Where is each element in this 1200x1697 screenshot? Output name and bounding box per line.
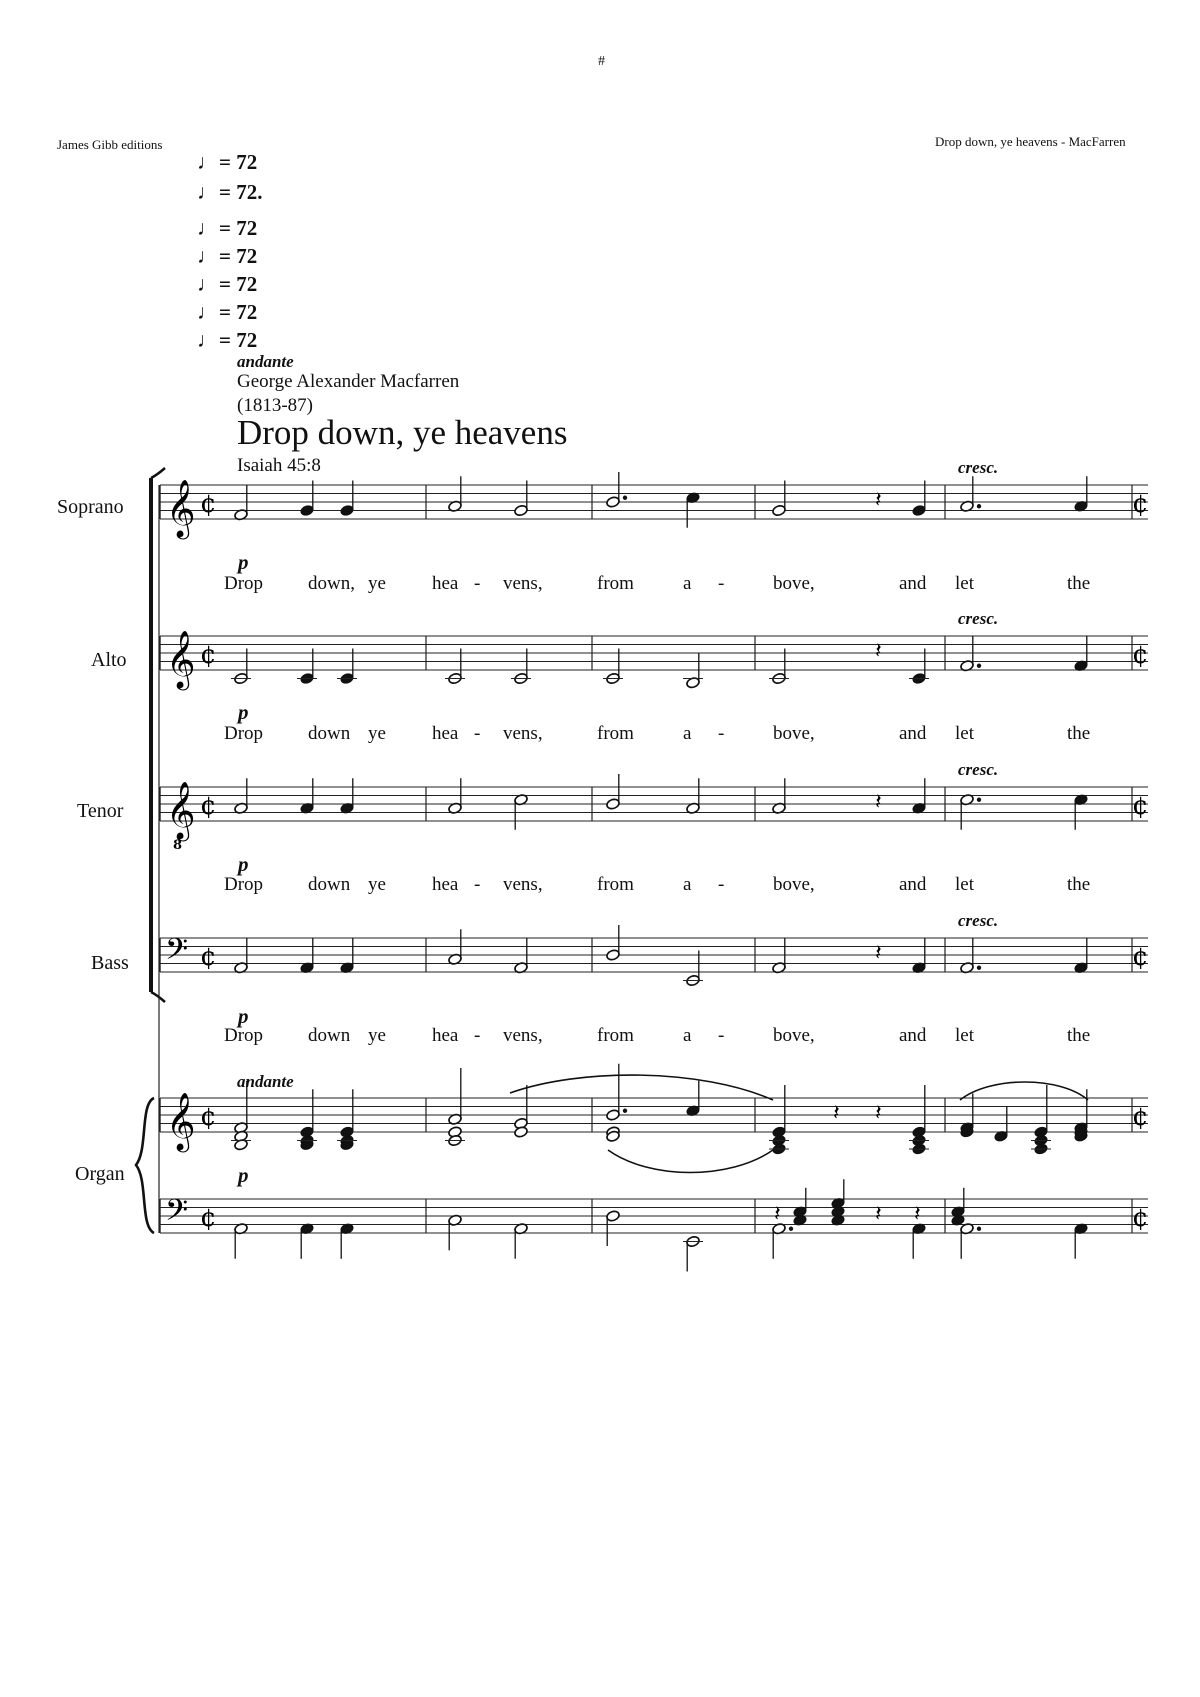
lyric-hyphen: -	[718, 874, 725, 895]
note-dot	[789, 1227, 793, 1231]
quarter-rest-icon: 𝄽	[875, 1202, 882, 1227]
cut-time-icon: ¢	[200, 489, 217, 519]
lyric-syllable: a	[683, 874, 692, 895]
tempo-mark: ♩= 72	[197, 300, 258, 324]
lyric-syllable: bove,	[773, 1025, 815, 1046]
lyric-syllable: and	[899, 874, 927, 895]
cut-time-icon: ¢	[200, 640, 217, 670]
dynamic-alto: p	[238, 700, 249, 724]
lyric-syllable: bove,	[773, 573, 815, 594]
lyric-syllable: from	[597, 573, 634, 594]
part-name-alto: Alto	[91, 649, 127, 671]
lyric-hyphen: -	[474, 573, 481, 594]
half-note	[772, 504, 787, 517]
slur	[960, 1082, 1088, 1100]
lyric-syllable: hea	[432, 573, 459, 594]
lyric-syllable: down,	[308, 573, 355, 594]
organ-brace	[136, 1098, 154, 1233]
lyric-syllable: down	[308, 874, 351, 895]
lyric-syllable: down	[308, 723, 351, 744]
cresc-marking-alto: cresc.	[958, 609, 999, 628]
lyric-syllable: and	[899, 573, 927, 594]
lyric-syllable: a	[683, 573, 692, 594]
organ-tempo-word: andante	[237, 1072, 294, 1091]
part-name-soprano: Soprano	[57, 496, 124, 518]
lyric-syllable: bove,	[773, 723, 815, 744]
quarter-note-icon: ♩	[197, 216, 218, 240]
half-note	[514, 504, 529, 517]
lyric-syllable: Drop	[224, 874, 264, 895]
quarter-rest-icon: 𝄽	[875, 1101, 882, 1126]
treble-clef-icon: 𝄞	[166, 630, 196, 688]
lyric-syllable: and	[899, 723, 927, 744]
note-dot	[977, 798, 981, 802]
note-dot	[977, 664, 981, 668]
lyric-syllable: ye	[368, 573, 386, 594]
lyric-syllable: hea	[432, 723, 459, 744]
lyric-syllable: vens,	[503, 1025, 543, 1046]
dynamic-tenor: p	[238, 852, 249, 876]
cut-time-icon: ¢	[200, 942, 217, 972]
header-left: James Gibb editions	[57, 137, 163, 152]
lyric-syllable: the	[1067, 1025, 1091, 1046]
lyric-hyphen: -	[718, 573, 725, 594]
header-right: Drop down, ye heavens - MacFarren	[935, 134, 1126, 149]
lyric-syllable: let	[955, 723, 974, 744]
lyric-syllable: Drop	[224, 573, 264, 594]
lyric-syllable: the	[1067, 874, 1091, 895]
quarter-note-icon: ♩	[197, 300, 218, 324]
octave-mark: 8	[173, 838, 183, 853]
lyric-hyphen: -	[718, 723, 725, 744]
lyric-syllable: and	[899, 1025, 927, 1046]
quarter-rest-icon: 𝄽	[875, 639, 882, 664]
lyric-syllable: down	[308, 1025, 351, 1046]
lyric-hyphen: -	[718, 1025, 725, 1046]
part-name-organ: Organ	[75, 1163, 125, 1185]
lyric-syllable: Drop	[224, 723, 264, 744]
half-note	[606, 1109, 621, 1122]
treble-clef-icon: 𝄞	[166, 479, 196, 537]
lyric-syllable: bove,	[773, 874, 815, 895]
lyric-syllable: a	[683, 723, 692, 744]
cut-time-icon: ¢	[1132, 489, 1149, 519]
quarter-rest-icon: 𝄽	[875, 941, 882, 966]
lyric-syllable: ye	[368, 723, 386, 744]
note-dot	[977, 966, 981, 970]
lyric-syllable: from	[597, 723, 634, 744]
quarter-note-icon: ♩	[197, 150, 218, 174]
cut-time-icon: ¢	[1132, 1102, 1149, 1132]
quarter-note	[300, 504, 315, 517]
lyric-syllable: from	[597, 1025, 634, 1046]
half-note	[606, 798, 621, 811]
text-source: Isaiah 45:8	[237, 455, 321, 476]
quarter-note	[912, 504, 927, 517]
lyric-syllable: vens,	[503, 874, 543, 895]
tempo-mark: ♩= 72	[197, 272, 258, 296]
dynamic-bass: p	[238, 1004, 249, 1028]
bass-clef-icon: 𝄢	[165, 933, 189, 974]
staff-lines	[160, 485, 1148, 1233]
treble-clef-icon: 𝄞	[166, 1092, 196, 1150]
lyric-syllable: let	[955, 874, 974, 895]
note-dot	[977, 504, 981, 508]
cut-time-icon: ¢	[200, 791, 217, 821]
tempo-mark: ♩= 72	[197, 328, 258, 352]
tempo-word: andante	[237, 352, 294, 371]
quarter-rest-icon: 𝄽	[875, 790, 882, 815]
note-dot	[623, 1109, 627, 1113]
cut-time-icon: ¢	[200, 1102, 217, 1132]
part-name-bass: Bass	[91, 952, 129, 974]
quarter-rest-icon: 𝄽	[833, 1101, 840, 1126]
lyric-syllable: Drop	[224, 1025, 264, 1046]
quarter-note-icon: ♩	[197, 244, 218, 268]
lyric-syllable: the	[1067, 573, 1091, 594]
lyric-syllable: a	[683, 1025, 692, 1046]
composer: George Alexander Macfarren	[237, 371, 460, 392]
lyric-syllable: let	[955, 1025, 974, 1046]
quarter-rest-icon: 𝄽	[774, 1202, 781, 1227]
lyric-syllable: from	[597, 874, 634, 895]
cut-time-icon: ¢	[1132, 942, 1149, 972]
page-title: Drop down, ye heavens	[237, 413, 568, 452]
slur	[608, 1150, 773, 1173]
lyric-syllable: hea	[432, 1025, 459, 1046]
lyric-syllable: the	[1067, 723, 1091, 744]
quarter-note-icon: ♩	[197, 328, 218, 352]
cresc-marking-soprano: cresc.	[958, 458, 999, 477]
half-note	[606, 1210, 621, 1223]
quarter-note-icon: ♩	[197, 180, 218, 204]
half-note	[606, 496, 621, 509]
tempo-mark: ♩= 72.	[197, 180, 263, 204]
notes	[231, 472, 1091, 1272]
cut-time-icon: ¢	[1132, 640, 1149, 670]
quarter-note	[340, 504, 355, 517]
tempo-mark: ♩= 72	[197, 244, 258, 268]
barlines	[160, 485, 1132, 1233]
cut-time-icon: ¢	[1132, 791, 1149, 821]
lyric-hyphen: -	[474, 723, 481, 744]
quarter-rest-icon: 𝄽	[914, 1202, 921, 1227]
lyric-syllable: vens,	[503, 573, 543, 594]
tempo-mark: ♩= 72	[197, 216, 258, 240]
quarter-note-icon: ♩	[197, 272, 218, 296]
note-dot	[623, 496, 627, 500]
lyric-syllable: vens,	[503, 723, 543, 744]
composer-dates: (1813-87)	[237, 395, 313, 416]
tempo-mark: ♩= 72	[197, 150, 258, 174]
lyric-syllable: hea	[432, 874, 459, 895]
organ-dynamic: p	[238, 1163, 249, 1187]
cresc-marking-tenor: cresc.	[958, 760, 999, 779]
note-dot	[977, 1227, 981, 1231]
quarter-rest-icon: 𝄽	[875, 488, 882, 513]
cut-time-icon: ¢	[200, 1203, 217, 1233]
cresc-marking-bass: cresc.	[958, 911, 999, 930]
cut-time-icon: ¢	[1132, 1203, 1149, 1233]
lyric-syllable: ye	[368, 1025, 386, 1046]
choir-bracket-bottom	[151, 992, 165, 1002]
treble-clef-icon: 𝄞	[166, 781, 196, 839]
choir-bracket-top	[151, 468, 165, 478]
lyric-syllable: let	[955, 573, 974, 594]
lyric-hyphen: -	[474, 874, 481, 895]
slur	[510, 1075, 773, 1100]
half-note	[606, 949, 621, 962]
lyric-hyphen: -	[474, 1025, 481, 1046]
bass-clef-icon: 𝄢	[165, 1194, 189, 1235]
lyric-syllable: ye	[368, 874, 386, 895]
dynamic-soprano: p	[238, 550, 249, 574]
page-marker: #	[598, 54, 605, 69]
part-name-tenor: Tenor	[77, 800, 124, 822]
